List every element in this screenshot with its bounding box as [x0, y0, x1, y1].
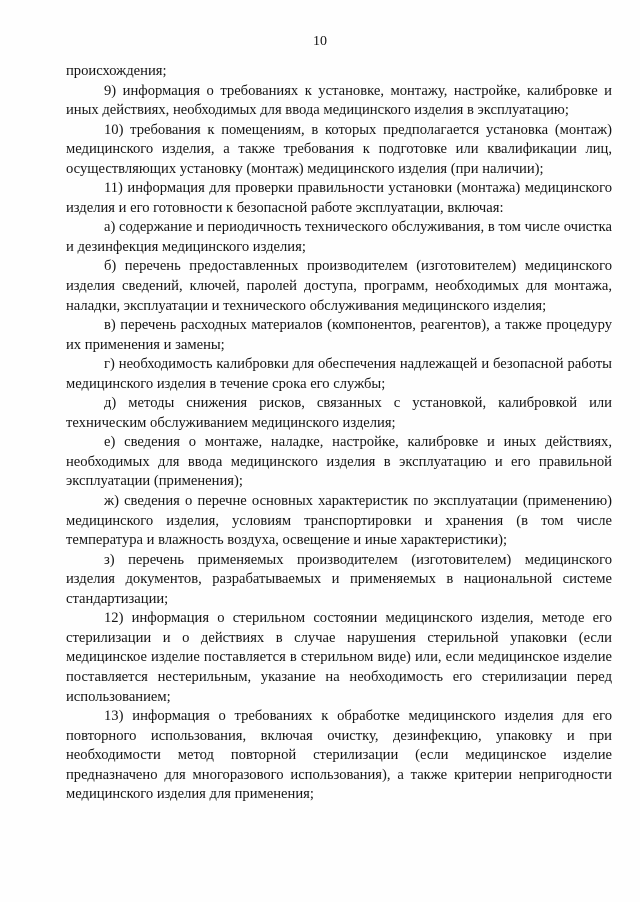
paragraph-item-13: 13) информация о требованиях к обработке медицинского изделия для его повторного использования, включая очистку, дезинфекцию, упаковку и при необходимости метод повторной стерилизации (если медицинское изделие предназначено для многоразового использования), а также критерии непригодности медицинского изделия для применения;: [66, 708, 612, 803]
paragraph-subitem-zh: ж) сведения о перечне основных характеристик по эксплуатации (применению) медицинского изделия, условиям транспортировки и хранения (в том числе температура и влажность воздуха, освещение и иные характеристики);: [66, 493, 612, 549]
paragraph-subitem-b: б) перечень предоставленных производителем (изготовителем) медицинского изделия сведений, ключей, паролей доступа, программ, необходимых для монтажа, наладки, эксплуатации и технического обслуживания медицинского изделия;: [66, 258, 612, 314]
paragraph-subitem-g: г) необходимость калибровки для обеспечения надлежащей и безопасной работы медицинского изделия в течение срока его службы;: [66, 356, 612, 392]
paragraph-subitem-a: а) содержание и периодичность технического обслуживания, в том числе очистка и дезинфекция медицинского изделия;: [66, 219, 612, 255]
paragraph-item-11: 11) информация для проверки правильности установки (монтажа) медицинского изделия и его готовности к безопасной работе эксплуатации, включая:: [66, 180, 612, 216]
document-body: [66, 62, 612, 805]
paragraph-subitem-e: е) сведения о монтаже, наладке, настройке, калибровке и иных действиях, необходимых для ввода медицинского изделия в эксплуатацию и его правильной эксплуатации (применения);: [66, 434, 612, 490]
paragraph-subitem-d: д) методы снижения рисков, связанных с установкой, калибровкой или техническим обслуживанием медицинского изделия;: [66, 395, 612, 431]
paragraph-subitem-v: в) перечень расходных материалов (компонентов, реагентов), а также процедуру их применения и замены;: [66, 317, 612, 353]
paragraph-subitem-z: з) перечень применяемых производителем (изготовителем) медицинского изделия документов, разрабатываемых и применяемых в национальной системе стандартизации;: [66, 551, 612, 607]
page-number: 10: [313, 34, 327, 49]
paragraph-item-10: 10) требования к помещениям, в которых предполагается установка (монтаж) медицинского изделия, а также требования к подготовке или квалификации лиц, осуществляющих установку (монтаж) медицинского изделия (при наличии);: [66, 121, 612, 177]
paragraph-item-12: 12) информация о стерильном состоянии медицинского изделия, методе его стерилизации и о действиях в случае нарушения стерильной упаковки (если медицинское изделие поставляется в стерильном виде) или, если медицинское изделие поставляется нестерильным, указание на необходимость его стерилизации перед использованием;: [66, 610, 612, 705]
paragraph-continuation: происхождения;: [66, 63, 167, 79]
paragraph-item-9: 9) информация о требованиях к установке, монтажу, настройке, калибровке и иных действиях, необходимых для ввода медицинского изделия в эксплуатацию;: [66, 82, 612, 119]
